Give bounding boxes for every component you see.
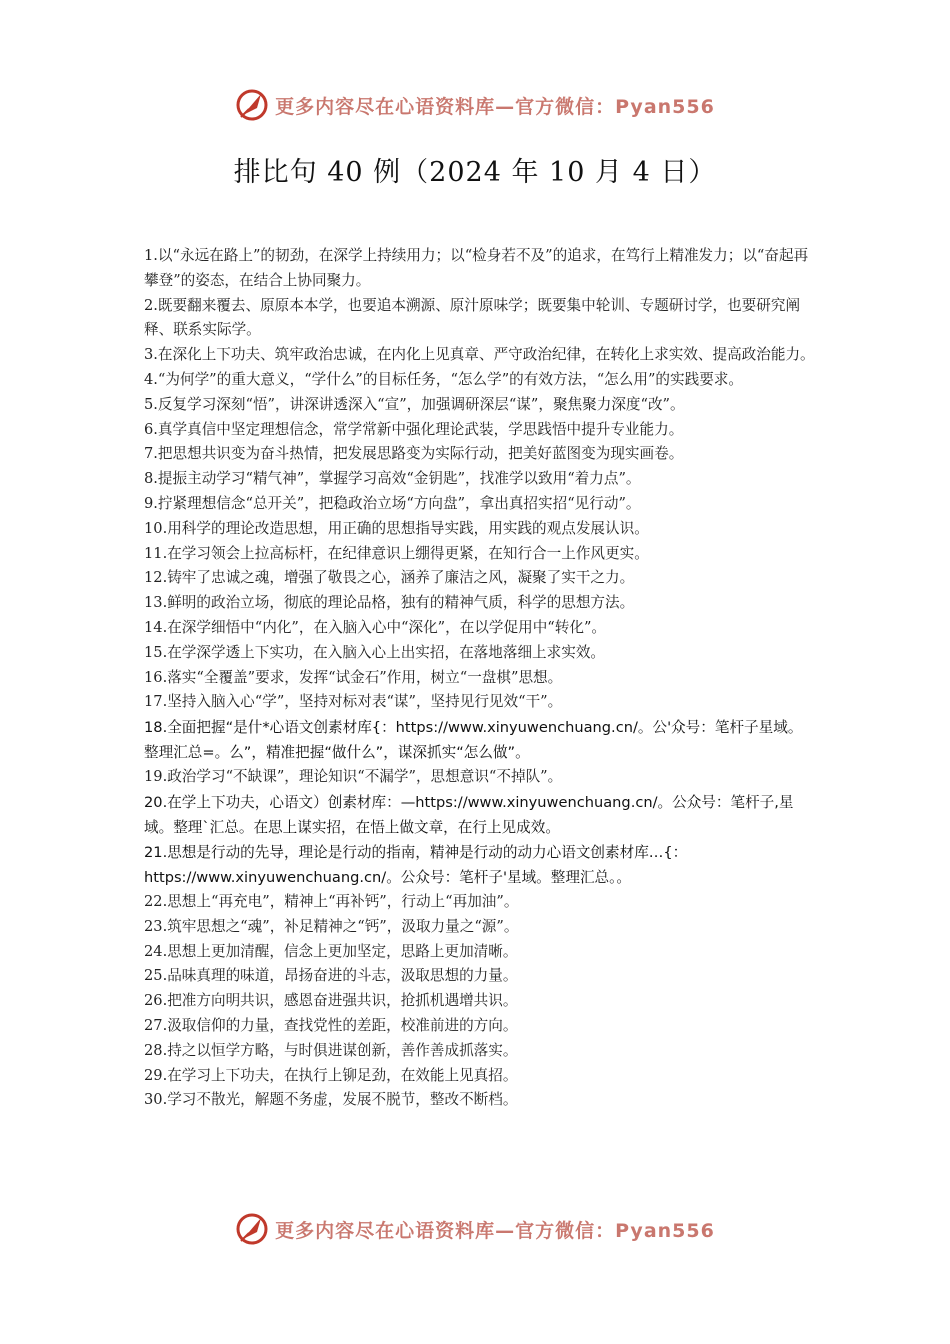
list-item: 11.在学习领会上拉高标杆，在纪律意识上绷得更紧，在知行合一上作风更实。: [144, 544, 649, 562]
list-item: 15.在学深学透上下实功，在入脑入心上出实招，在落地落细上求实效。: [144, 643, 606, 661]
list-item: 4.“为何学”的重大意义，“学什么”的目标任务，“怎么学”的有效方法，“怎么用”的实践要求。: [144, 370, 743, 388]
list-item: 24.思想上更加清醒，信念上更加坚定，思路上更加清晰。: [144, 942, 518, 960]
list-item: 30.学习不散光，解题不务虚，发展不脱节，整改不断档。: [144, 1091, 518, 1109]
list-item: 27.汲取信仰的力量，查找党性的差距，校准前进的方向。: [144, 1016, 518, 1034]
list-item: 9.拧紧理想信念“总开关”，把稳政治立场“方向盘”，拿出真招实招“见行动”。: [144, 494, 641, 512]
list-item: 7.把思想共识变为奋斗热情，把发展思路变为实际行动，把美好蓝图变为现实画卷。: [144, 445, 684, 463]
header-banner-text: 更多内容尽在心语资料库—官方微信：Pyan556: [275, 95, 715, 118]
list-item: 8.提振主动学习“精气神”，掌握学习高效“金钥匙”，找准学以致用“着力点”。: [144, 470, 641, 488]
quill-logo-icon: [235, 88, 269, 122]
list-item: 1.以“永远在路上”的韧劲，在深学上持续用力；以“检身若不及”的追求，在笃行上精准发力；以“奋起再攀登”的姿态，在结合上协同聚力。: [144, 247, 809, 289]
list-item: 29.在学习上下功夫，在执行上铆足劲，在效能上见真招。: [144, 1066, 518, 1084]
document-body: [144, 244, 816, 1113]
list-item: 23.筑牢思想之“魂”，补足精神之“钙”，汲取力量之“源”。: [144, 917, 519, 935]
list-item: 2.既要翻来覆去、原原本本学，也要追本溯源、原汁原味学；既要集中轮训、专题研讨学，也要研究阐释、联系实际学。: [144, 296, 801, 339]
quill-logo-icon: [235, 1212, 269, 1246]
list-item: 18.全面把握“是什*心语文创素材库{：https://www.xinyuwenchuang.cn/。公'众号：笔杆子星域。整理汇总=。么”，精准把握“做什么”，谋深抓实“怎么做”。: [144, 719, 803, 762]
document-title: 排比句 40 例（2024 年 10 月 4 日）: [233, 157, 717, 188]
list-item: 6.真学真信中坚定理想信念，常学常新中强化理论武装，学思践悟中提升专业能力。: [144, 420, 684, 438]
header-banner: [0, 83, 950, 127]
list-item: 12.铸牢了忠诚之魂，增强了敬畏之心，涵养了廉洁之风，凝聚了实干之力。: [144, 569, 635, 587]
footer-banner-text: 更多内容尽在心语资料库—官方微信：Pyan556: [275, 1219, 715, 1242]
list-item: 22.思想上“再充电”，精神上“再补钙”，行动上“再加油”。: [144, 892, 519, 910]
list-item: 17.坚持入脑入心“学”，坚持对标对表“谋”，坚持见行见效“干”。: [144, 693, 563, 711]
list-item: 20.在学上下功夫，心语文）创素材库：—https://www.xinyuwenchuang.cn/。公众号：笔杆子,星域。整理`汇总。在思上谋实招，在悟上做文章，在行上见成效。: [144, 793, 794, 836]
list-item: 28.持之以恒学方略，与时俱进谋创新，善作善成抓落实。: [144, 1041, 518, 1059]
list-item: 16.落实“全覆盖”要求，发挥“试金石”作用，树立“一盘棋”思想。: [144, 668, 563, 686]
list-item: 14.在深学细悟中“内化”，在入脑入心中“深化”，在以学促用中“转化”。: [144, 618, 607, 636]
list-item: 21.思想是行动的先导，理论是行动的指南，精神是行动的动力心语文创素材库…{：https://www.xinyuwenchuang.cn/。公众号：笔杆子'星域。整理汇总。。: [144, 843, 688, 886]
list-item: 26.把准方向明共识，感恩奋进强共识，抢抓机遇增共识。: [144, 992, 518, 1010]
list-item: 25.品味真理的味道，昂扬奋进的斗志，汲取思想的力量。: [144, 967, 518, 985]
list-item: 5.反复学习深刻“悟”，讲深讲透深入“宣”，加强调研深层“谋”，聚焦聚力深度“改”。: [144, 395, 685, 413]
list-item: 13.鲜明的政治立场，彻底的理论品格，独有的精神气质，科学的思想方法。: [144, 594, 635, 612]
footer-banner: [0, 1207, 950, 1251]
list-item: 10.用科学的理论改造思想，用正确的思想指导实践，用实践的观点发展认识。: [144, 519, 649, 537]
list-item: 19.政治学习“不缺课”，理论知识“不漏学”，思想意识“不掉队”。: [144, 768, 563, 786]
list-item: 3.在深化上下功夫、筑牢政治忠诚，在内化上见真章、严守政治纪律，在转化上求实效、提高政治能力。: [144, 346, 815, 364]
